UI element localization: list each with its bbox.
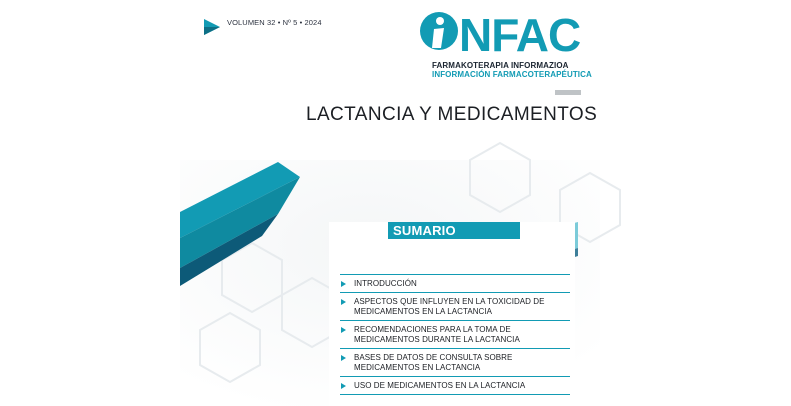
- toc-item-aspectos[interactable]: [340, 293, 570, 321]
- bullet-arrow-icon: [341, 299, 346, 305]
- toc-item-label: USO DE MEDICAMENTOS EN LA LACTANCIA: [354, 381, 526, 390]
- logo-subtitle-basque: FARMAKOTERAPIA INFORMAZIOA: [432, 61, 569, 70]
- play-triangle-icon: [202, 17, 222, 37]
- bullet-arrow-icon: [341, 383, 346, 389]
- toc-item-bases-de-datos[interactable]: [340, 349, 570, 377]
- toc-item-introduccion[interactable]: [340, 274, 570, 293]
- bullet-arrow-icon: [341, 327, 346, 333]
- toc-item-recomendaciones[interactable]: [340, 321, 570, 349]
- bullet-arrow-icon: [341, 355, 346, 361]
- toc-item-label: RECOMENDACIONES PARA LA TOMA DE MEDICAMENTOS DURANTE LA LACTANCIA: [354, 325, 520, 344]
- divider-bar: [555, 90, 581, 95]
- toc-item-label: BASES DE DATOS DE CONSULTA SOBRE MEDICAMENTOS EN LACTANCIA: [354, 353, 513, 372]
- volume-issue-line: VOLUMEN 32 • Nº 5 • 2024: [227, 18, 322, 27]
- table-of-contents: [340, 274, 570, 395]
- summary-heading: SUMARIO: [393, 223, 456, 238]
- logo-wordmark: NFAC: [459, 9, 581, 61]
- document-title: LACTANCIA Y MEDICAMENTOS: [306, 104, 598, 125]
- bullet-arrow-icon: [341, 281, 346, 287]
- toc-item-label: INTRODUCCIÓN: [354, 279, 417, 288]
- logo-subtitle-spanish: INFORMACIÓN FARMACOTERAPÉUTICA: [432, 70, 592, 79]
- toc-item-uso[interactable]: [340, 377, 570, 395]
- toc-item-label: ASPECTOS QUE INFLUYEN EN LA TOXICIDAD DE MEDICAMENTOS EN LA LACTANCIA: [354, 297, 545, 316]
